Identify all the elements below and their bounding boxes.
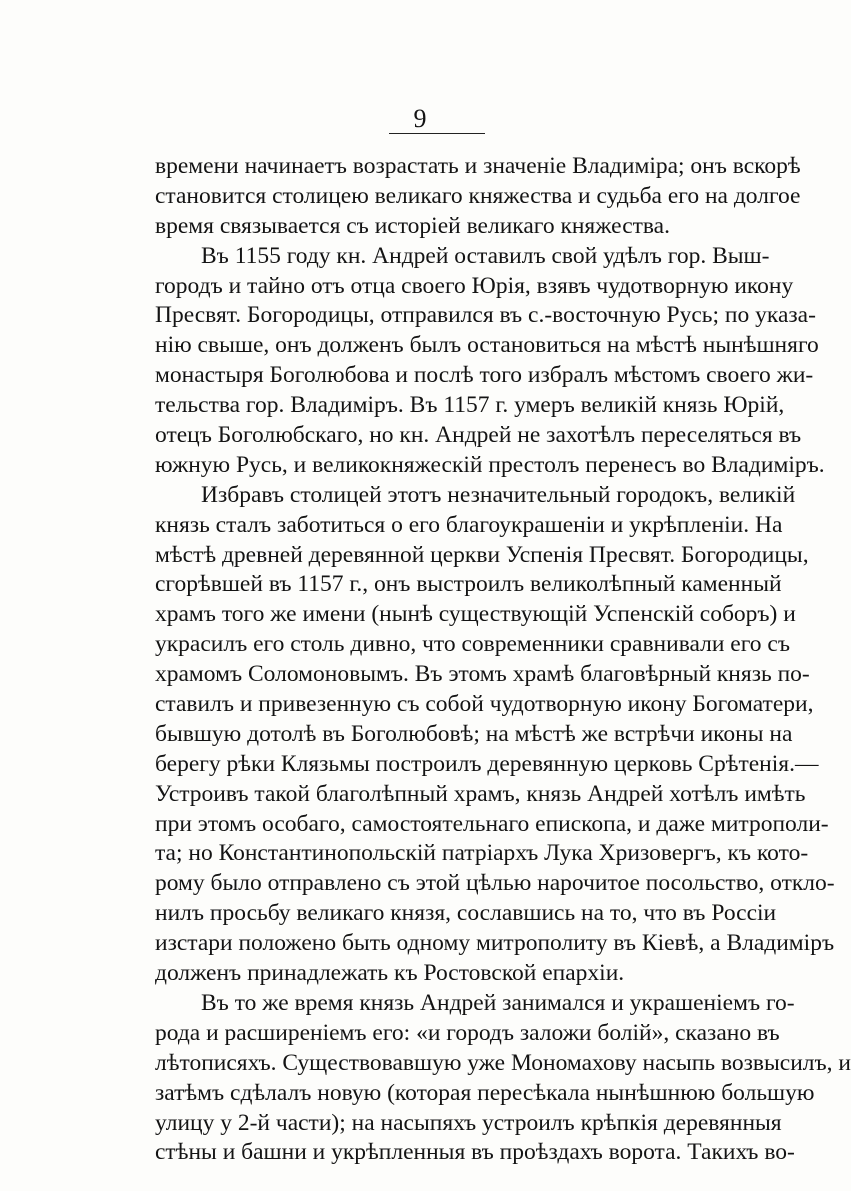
header-rule xyxy=(389,133,485,134)
text-line: становится столицею великаго княжества и судьба его на долгое xyxy=(155,182,801,209)
text-line: храмъ того же имени (нынѣ существующій Успенскій соборъ) и xyxy=(155,601,796,628)
text-line: Пресвят. Богородицы, отправился въ с.-восточную Русь; по указа- xyxy=(155,302,816,329)
text-line: храмомъ Соломоновымъ. Въ этомъ храмѣ благовѣрный князь по- xyxy=(155,661,810,688)
text-line: отецъ Боголюбскаго, но кн. Андрей не захотѣлъ переселяться въ xyxy=(155,422,802,449)
text-line: та; но Константинопольскій патріархъ Лука Хризовергъ, къ кото- xyxy=(155,840,809,867)
text-line: Избравъ столицей этотъ незначительный городокъ, великій xyxy=(201,481,796,508)
text-line: изстари положено быть одному митрополиту въ Кіевѣ, а Владиміръ xyxy=(155,930,835,957)
text-line: Въ то же время князь Андрей занимался и украшеніемъ го- xyxy=(201,989,795,1016)
text-line: берегу рѣки Клязьмы построилъ деревянную церковь Срѣтенія.— xyxy=(155,750,819,777)
text-line: времени начинаетъ возрастать и значеніе Владиміра; онъ вскорѣ xyxy=(155,153,801,179)
body-text xyxy=(155,152,851,1168)
paragraph xyxy=(155,989,851,1168)
text-line: время связывается съ исторіей великаго княжества. xyxy=(155,212,670,239)
text-line: сгорѣвшей въ 1157 г., онъ выстроилъ великолѣпный каменный xyxy=(155,571,782,598)
text-line: городъ и тайно отъ отца своего Юрія, взявъ чудотворную икону xyxy=(155,272,794,299)
text-line: лѣтописяхъ. Существовавшую уже Мономахову насыпь возвысилъ, и xyxy=(155,1049,851,1076)
text-line: затѣмъ сдѣлалъ новую (которая пересѣкала нынѣшнюю большую xyxy=(155,1079,815,1106)
paragraph xyxy=(155,242,825,481)
text-line: долженъ принадлежать къ Ростовской епархіи. xyxy=(155,960,625,987)
text-line: рода и расширеніемъ его: «и городъ заложи болій», сказано въ xyxy=(155,1019,780,1046)
text-line: князь сталъ заботиться о его благоукрашеніи и укрѣпленіи. На xyxy=(155,511,783,538)
text-line: нію свыше, онъ долженъ былъ остановиться на мѣстѣ нынѣшняго xyxy=(155,332,819,359)
text-line: монастыря Боголюбова и послѣ того избралъ мѣстомъ своего жи- xyxy=(155,362,814,389)
text-line: мѣстѣ древней деревянной церкви Успенія Пресвят. Богородицы, xyxy=(155,541,809,568)
text-line: тельства гор. Владиміръ. Въ 1157 г. умеръ великій князь Юрій, xyxy=(155,392,785,419)
text-line: бывшую дотолѣ въ Боголюбовѣ; на мѣстѣ же встрѣчи иконы на xyxy=(155,720,793,747)
paragraph xyxy=(155,152,801,242)
page-number: 9 xyxy=(413,104,427,133)
text-line: украсилъ его столь дивно, что современники сравнивали его съ xyxy=(155,631,790,658)
text-line: рому было отправлено съ этой цѣлью нарочитое посольство, откло- xyxy=(155,870,835,897)
text-line: нилъ просьбу великаго князя, сославшись на то, что въ Россіи xyxy=(155,900,777,927)
text-line: ставилъ и привезенную съ собой чудотворную икону Богоматери, xyxy=(155,691,814,718)
text-line: Въ 1155 году кн. Андрей оставилъ свой удѣлъ гор. Выш- xyxy=(201,242,770,269)
text-line: Устроивъ такой благолѣпный храмъ, князь Андрей хотѣлъ имѣть xyxy=(155,780,806,807)
paragraph xyxy=(155,481,835,989)
text-line: при этомъ особаго, самостоятельнаго епископа, и даже митрополи- xyxy=(155,810,829,837)
text-line: улицу у 2-й части); на насыпяхъ устроилъ крѣпкія деревянныя xyxy=(155,1109,782,1136)
text-line: стѣны и башни и укрѣпленныя въ проѣздахъ ворота. Такихъ во- xyxy=(155,1139,795,1166)
text-line: южную Русь, и великокняжескій престолъ перенесъ во Владиміръ. xyxy=(155,451,825,478)
